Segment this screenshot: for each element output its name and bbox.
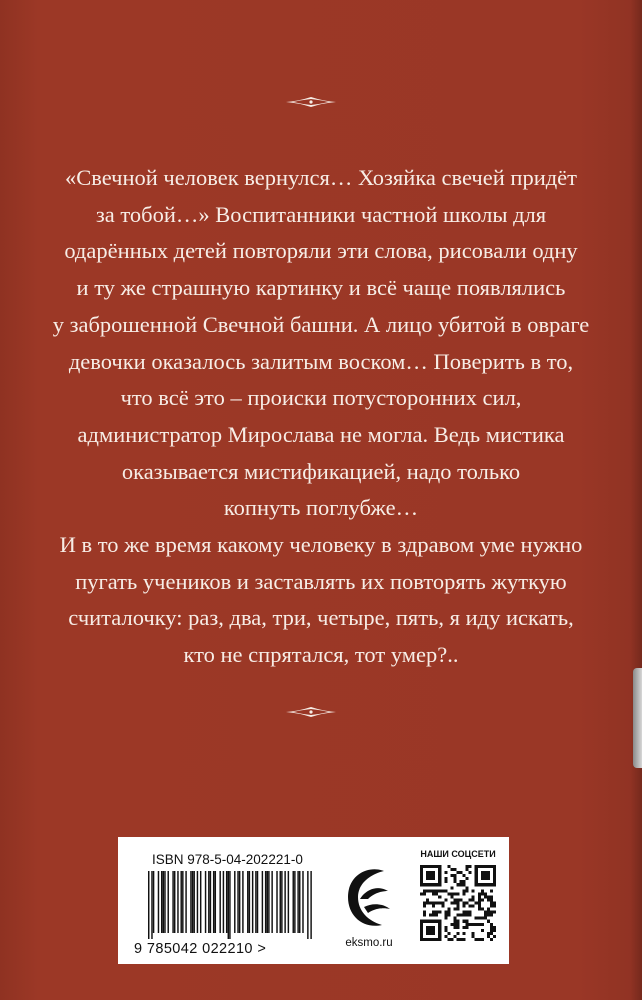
- blurb-line: что всё это – происки потусторонних сил,: [120, 385, 522, 411]
- blurb-line: оказывается мистификацией, надо только: [121, 458, 521, 484]
- blurb-text: [42, 160, 600, 674]
- blurb-line: считалочку: раз, два, три, четыре, пять, я иду искать,: [68, 605, 574, 631]
- cover-edge-shadow: [630, 0, 642, 1000]
- blurb-line: за тобой…» Воспитанники частной школы для: [95, 201, 547, 227]
- barcode-icon: [148, 871, 312, 939]
- publisher-site[interactable]: eksmo.ru: [345, 937, 393, 949]
- blurb-line: администратор Мирослава не могла. Ведь мистика: [77, 421, 565, 447]
- blurb-line: пугать учеников и заставлять их повторять жуткую: [75, 568, 567, 594]
- blurb-line: И в то же время какому человеку в здравом уме нужно: [59, 532, 583, 558]
- blurb-line: у заброшенной Свечной башни. А лицо убитой в овраге: [52, 311, 590, 337]
- social-heading: НАШИ СОЦСЕТИ: [420, 849, 496, 859]
- barcode-digits: 9 785042 022210 >: [134, 941, 267, 957]
- qr-code-icon[interactable]: [420, 865, 496, 941]
- isbn-label: [118, 837, 509, 964]
- cover-edge-tab: [633, 668, 642, 768]
- blurb-line: девочки оказалось залитым воском… Поверить в то,: [68, 348, 574, 374]
- blurb-line: кто не спрятался, тот умер?..: [183, 642, 459, 668]
- blurb-line: «Свечной человек вернулся… Хозяйка свечей придёт: [64, 165, 578, 190]
- ornament-top-icon: [285, 96, 337, 108]
- eksmo-logo-icon: [338, 863, 398, 935]
- blurb-line: и ту же страшную картинку и всё чаще появлялись: [76, 275, 566, 301]
- blurb-line: одарённых детей повторяли эти слова, рисовали одну: [64, 238, 578, 264]
- ornament-bottom-icon: [285, 706, 337, 718]
- isbn-number: ISBN 978-5-04-202221-0: [152, 852, 303, 867]
- blurb-line: копнуть поглубже…: [223, 495, 419, 521]
